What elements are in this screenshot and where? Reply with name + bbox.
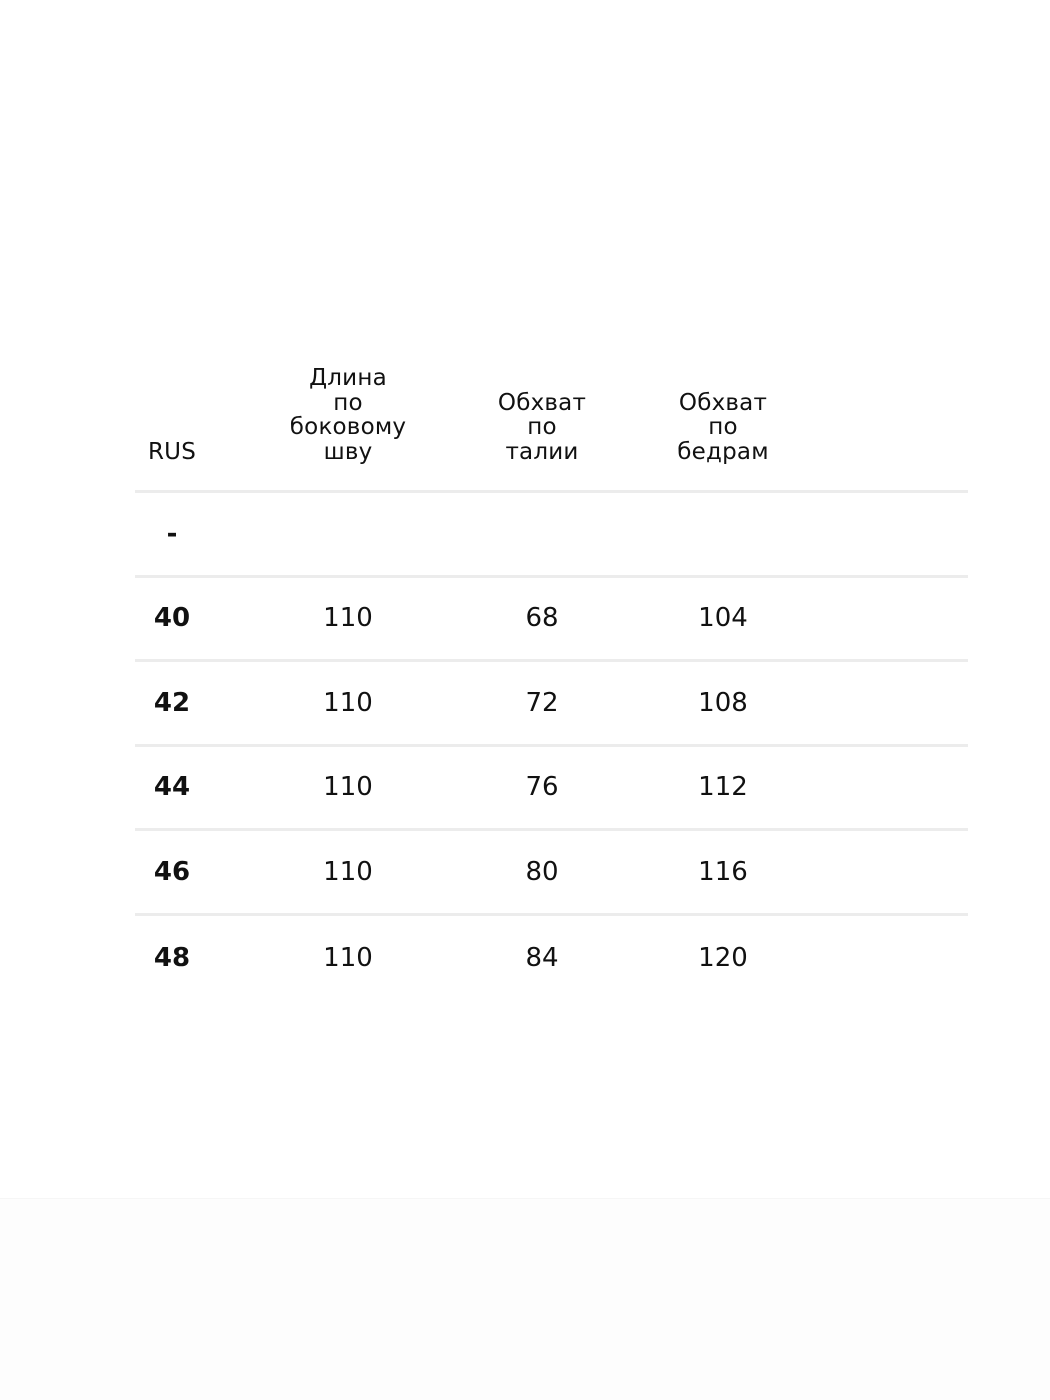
header-hips-line-3: бедрам [677,438,769,465]
cell-waist: 68 [525,603,559,634]
header-waist-line-3: талии [505,438,579,465]
size-table [135,360,968,1000]
cell-waist: 80 [525,856,559,887]
cell-length: 110 [323,942,373,973]
cell-hips: 104 [698,603,748,634]
cell-waist: 84 [525,942,559,973]
header-length-line-2: по [333,389,363,416]
table-row [135,916,968,1001]
cell-length: 110 [323,856,373,887]
cell-size: - [166,518,178,549]
cell-length: 110 [323,687,373,718]
header-length-line-1: Длина [309,365,387,391]
header-waist-line-1: Обхват [497,389,587,416]
header-hips-line-1: Обхват [678,389,768,416]
cell-length: 110 [323,603,373,634]
cell-size: 42 [153,687,191,718]
cell-length: 110 [323,772,373,803]
cell-hips: 108 [698,687,748,718]
cell-size: 46 [153,856,191,887]
bottom-band [0,1198,1050,1400]
header-hips-line-2: по [708,414,738,440]
header-hips [677,391,768,465]
cell-waist: 72 [525,687,559,718]
header-length-line-4: шву [323,438,373,465]
cell-size: 48 [153,942,191,973]
header-waist [498,391,586,465]
header-rus-line-1: RUS [147,438,197,465]
header-side-seam-length [290,366,406,464]
table-row [135,662,968,747]
header-rus [148,440,196,465]
table-row [135,493,968,578]
table-row [135,747,968,832]
cell-hips: 112 [698,772,748,803]
cell-hips: 120 [698,942,748,973]
cell-size: 44 [153,772,191,803]
cell-size: 40 [153,603,191,634]
cell-waist: 76 [525,772,559,803]
table-row [135,578,968,663]
table-row [135,831,968,916]
table-header [135,360,968,493]
header-length-line-3: боковому [289,414,407,440]
header-waist-line-2: по [527,414,557,440]
cell-hips: 116 [698,856,748,887]
